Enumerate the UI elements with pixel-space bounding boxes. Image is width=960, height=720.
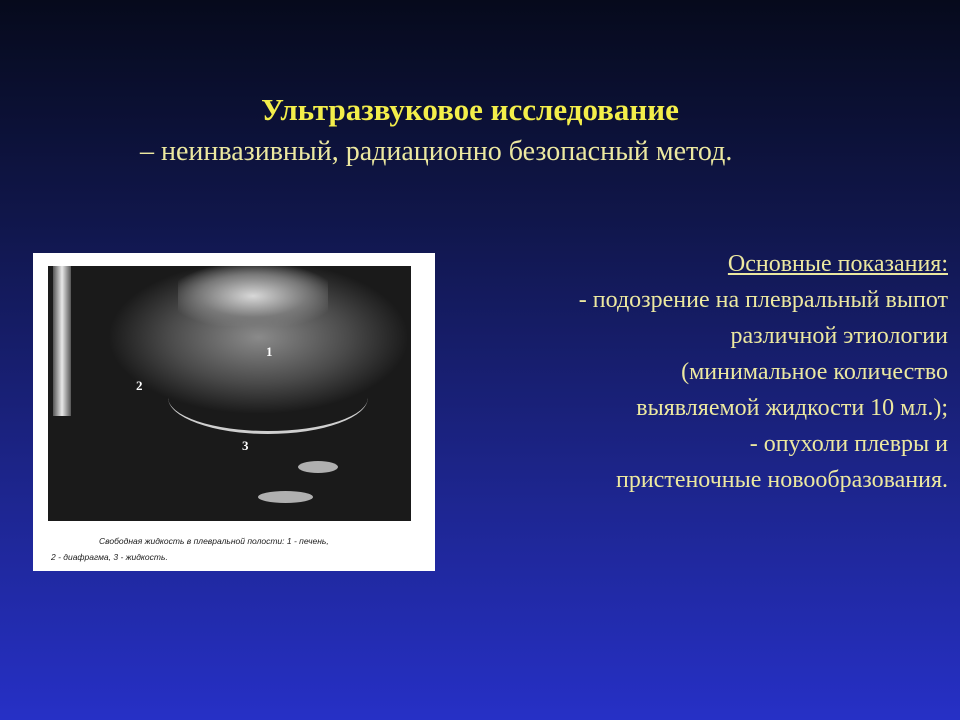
indications-line: выявляемой жидкости 10 мл.); [636,395,948,421]
indications-line: - опухоли плевры и [749,431,948,457]
figure-caption [51,533,421,565]
indications-line: пристеночные новообразования. [615,467,948,493]
ultrasound-figure [33,253,435,571]
indications-line: (минимальное количество [681,359,948,385]
indications-line: различной этиологии [730,323,948,349]
slide-title: Ультразвуковое исследование [261,92,679,127]
diaphragm-line [168,361,368,434]
label-liver: 1 [266,344,273,359]
indications-line: - подозрение на плевральный выпот [578,287,948,313]
indications-block [420,246,948,498]
caption-line-2: 2 - диафрагма, 3 - жидкость. [51,552,168,562]
label-fluid: 3 [242,438,249,453]
ultrasound-image [48,266,411,521]
echo-spot [298,461,338,473]
label-diaphragm: 2 [136,378,143,393]
echo-spot [258,491,313,503]
caption-line-1: Свободная жидкость в плевральной полости: 1 - печень, [99,536,329,546]
depth-scale-bar [53,266,71,416]
liver-echo-region [178,266,328,326]
slide-subtitle: – неинвазивный, радиационно безопасный метод. [140,136,733,167]
indications-heading: Основные показания: [727,251,948,277]
